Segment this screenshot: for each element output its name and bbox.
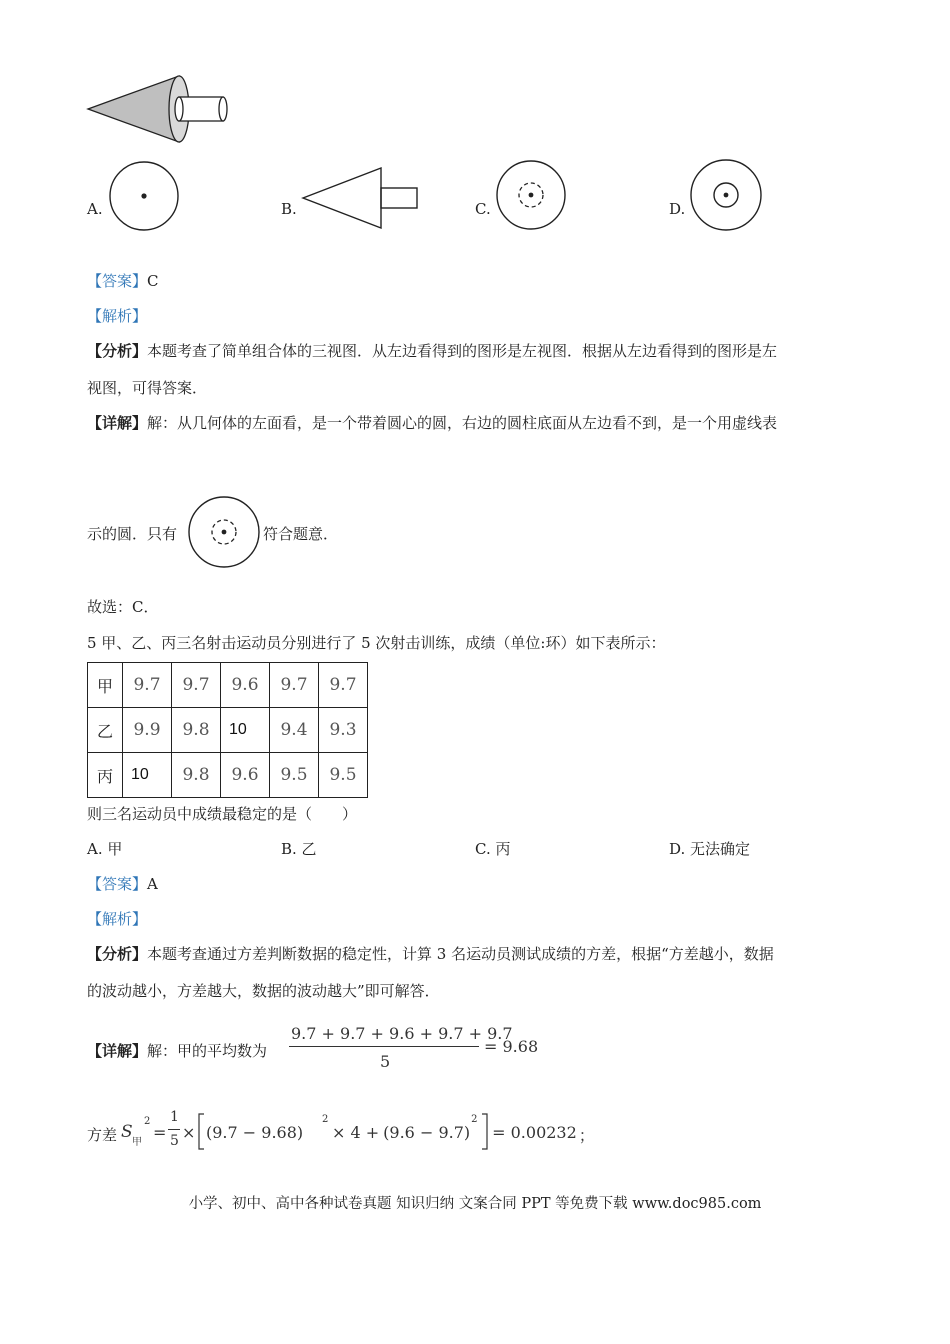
q5-xiangjie-line <box>87 1040 267 1061</box>
option-d-double-circle-figure <box>688 157 766 235</box>
right-bracket-icon <box>480 1112 490 1152</box>
variance-fraction-bar <box>168 1129 180 1130</box>
q5-option-a: A. 甲 <box>87 840 123 858</box>
q5-xiangjie-text: 解：甲的平均数为 <box>147 1042 268 1060</box>
option-a-circle-figure <box>106 160 182 236</box>
table-cell: 10 <box>123 753 172 798</box>
q4-conclusion: 故选：C． <box>87 598 159 616</box>
table-cell: 9.7 <box>172 663 221 708</box>
table-row <box>88 663 368 708</box>
option-a-label: A. <box>87 200 103 218</box>
table-row <box>88 753 368 798</box>
q4-xiangjie-tag: 【详解】 <box>87 414 148 432</box>
table-cell: 9.6 <box>221 753 270 798</box>
q5-answer-value: A <box>147 875 158 893</box>
table-cell: 9.8 <box>172 753 221 798</box>
variance-result: = 0.00232 <box>492 1123 577 1142</box>
variance-end: ； <box>578 1126 595 1145</box>
mean-fraction-bar <box>289 1046 479 1047</box>
q5-option-c: C. 丙 <box>475 840 511 858</box>
table-cell: 9.5 <box>319 753 368 798</box>
table-cell: 9.5 <box>270 753 319 798</box>
table-cell: 9.7 <box>270 663 319 708</box>
variance-term1: (9.7 − 9.68) <box>206 1123 304 1142</box>
variance-frac-den: 5 <box>170 1133 179 1149</box>
q5-fenxi-text1: 本题考查通过方差判断数据的稳定性，计算 3 名运动员测试成绩的方差，根据“方差越小，数据 <box>147 945 774 963</box>
variance-label: 方差 <box>87 1126 118 1144</box>
q4-xiangjie-line2a: 示的圆．只有 <box>87 525 178 543</box>
inline-dashed-circle-figure <box>186 494 262 570</box>
q4-answer-tag: 【答案】 <box>87 272 148 290</box>
table-cell: 9.7 <box>319 663 368 708</box>
option-c-label: C. <box>475 200 491 218</box>
table-row <box>88 708 368 753</box>
q4-analysis-tag: 【解析】 <box>87 307 148 325</box>
mean-result: = 9.68 <box>484 1037 539 1056</box>
q4-answer-line <box>87 270 159 291</box>
variance-term2: (9.6 − 9.7) <box>383 1123 471 1142</box>
q4-fenxi-line2: 视图，可得答案． <box>87 379 208 397</box>
left-bracket-icon <box>196 1112 206 1152</box>
q4-fenxi-line1 <box>87 340 777 361</box>
table-cell: 10 <box>221 708 270 753</box>
variance-term2-superscript: 2 <box>471 1114 478 1125</box>
variance-term1-superscript: 2 <box>322 1114 329 1125</box>
variance-frac-num: 1 <box>170 1109 179 1125</box>
table-cell: 甲 <box>88 663 123 708</box>
table-cell: 9.8 <box>172 708 221 753</box>
option-c-dashed-circle-figure <box>494 158 570 234</box>
table-cell: 9.6 <box>221 663 270 708</box>
cone-cylinder-figure <box>84 68 234 148</box>
page-footer: 小学、初中、高中各种试卷真题 知识归纳 文案合同 PPT 等免费下载 www.doc985.com <box>188 1196 762 1212</box>
q4-fenxi-tag: 【分析】 <box>87 342 148 360</box>
variance-superscript: 2 <box>144 1116 151 1127</box>
table-cell: 9.3 <box>319 708 368 753</box>
q5-stem: 5 甲、乙、丙三名射击运动员分别进行了 5 次射击训练，成绩（单位:环）如下表所示： <box>87 634 666 652</box>
option-b-cone-figure <box>300 166 422 232</box>
mean-numerator: 9.7 + 9.7 + 9.6 + 9.7 + 9.7 <box>291 1024 513 1043</box>
q5-answer-line <box>87 873 158 894</box>
table-cell: 丙 <box>88 753 123 798</box>
table-cell: 9.7 <box>123 663 172 708</box>
variance-subscript: 甲 <box>132 1137 142 1148</box>
q5-fenxi-line1 <box>87 943 774 964</box>
table-cell: 乙 <box>88 708 123 753</box>
q4-xiangjie-line2b: 符合题意． <box>263 525 339 543</box>
q4-xiangjie-line1 <box>87 412 777 433</box>
variance-mult: × 4 + <box>332 1123 380 1142</box>
variance-times: × <box>182 1123 196 1142</box>
variance-symbol: S <box>121 1122 133 1142</box>
option-b-label: B. <box>281 200 297 218</box>
q4-answer-value: C <box>147 272 159 290</box>
q5-option-b: B. 乙 <box>281 840 317 858</box>
q5-fenxi-tag: 【分析】 <box>87 945 148 963</box>
score-table <box>87 662 368 798</box>
table-cell: 9.4 <box>270 708 319 753</box>
q5-analysis-tag: 【解析】 <box>87 910 148 928</box>
q4-fenxi-text1: 本题考查了简单组合体的三视图．从左边看得到的图形是左视图．根据从左边看得到的图形是左 <box>147 342 778 360</box>
variance-term2-container <box>383 1123 470 1142</box>
q5-question: 则三名运动员中成绩最稳定的是（ ） <box>87 805 358 823</box>
mean-denominator: 5 <box>380 1052 391 1071</box>
q5-fenxi-line2: 的波动越小，方差越大，数据的波动越大”即可解答． <box>87 982 440 1000</box>
q5-answer-tag: 【答案】 <box>87 875 148 893</box>
q5-option-d: D. 无法确定 <box>669 840 751 858</box>
q4-xiangjie-text1: 解：从几何体的左面看，是一个带着圆心的圆，右边的圆柱底面从左边看不到，是一个用虚线表 <box>147 414 778 432</box>
q5-xiangjie-tag: 【详解】 <box>87 1042 148 1060</box>
option-d-label: D. <box>669 200 686 218</box>
table-cell: 9.9 <box>123 708 172 753</box>
variance-equals: = <box>153 1123 167 1142</box>
